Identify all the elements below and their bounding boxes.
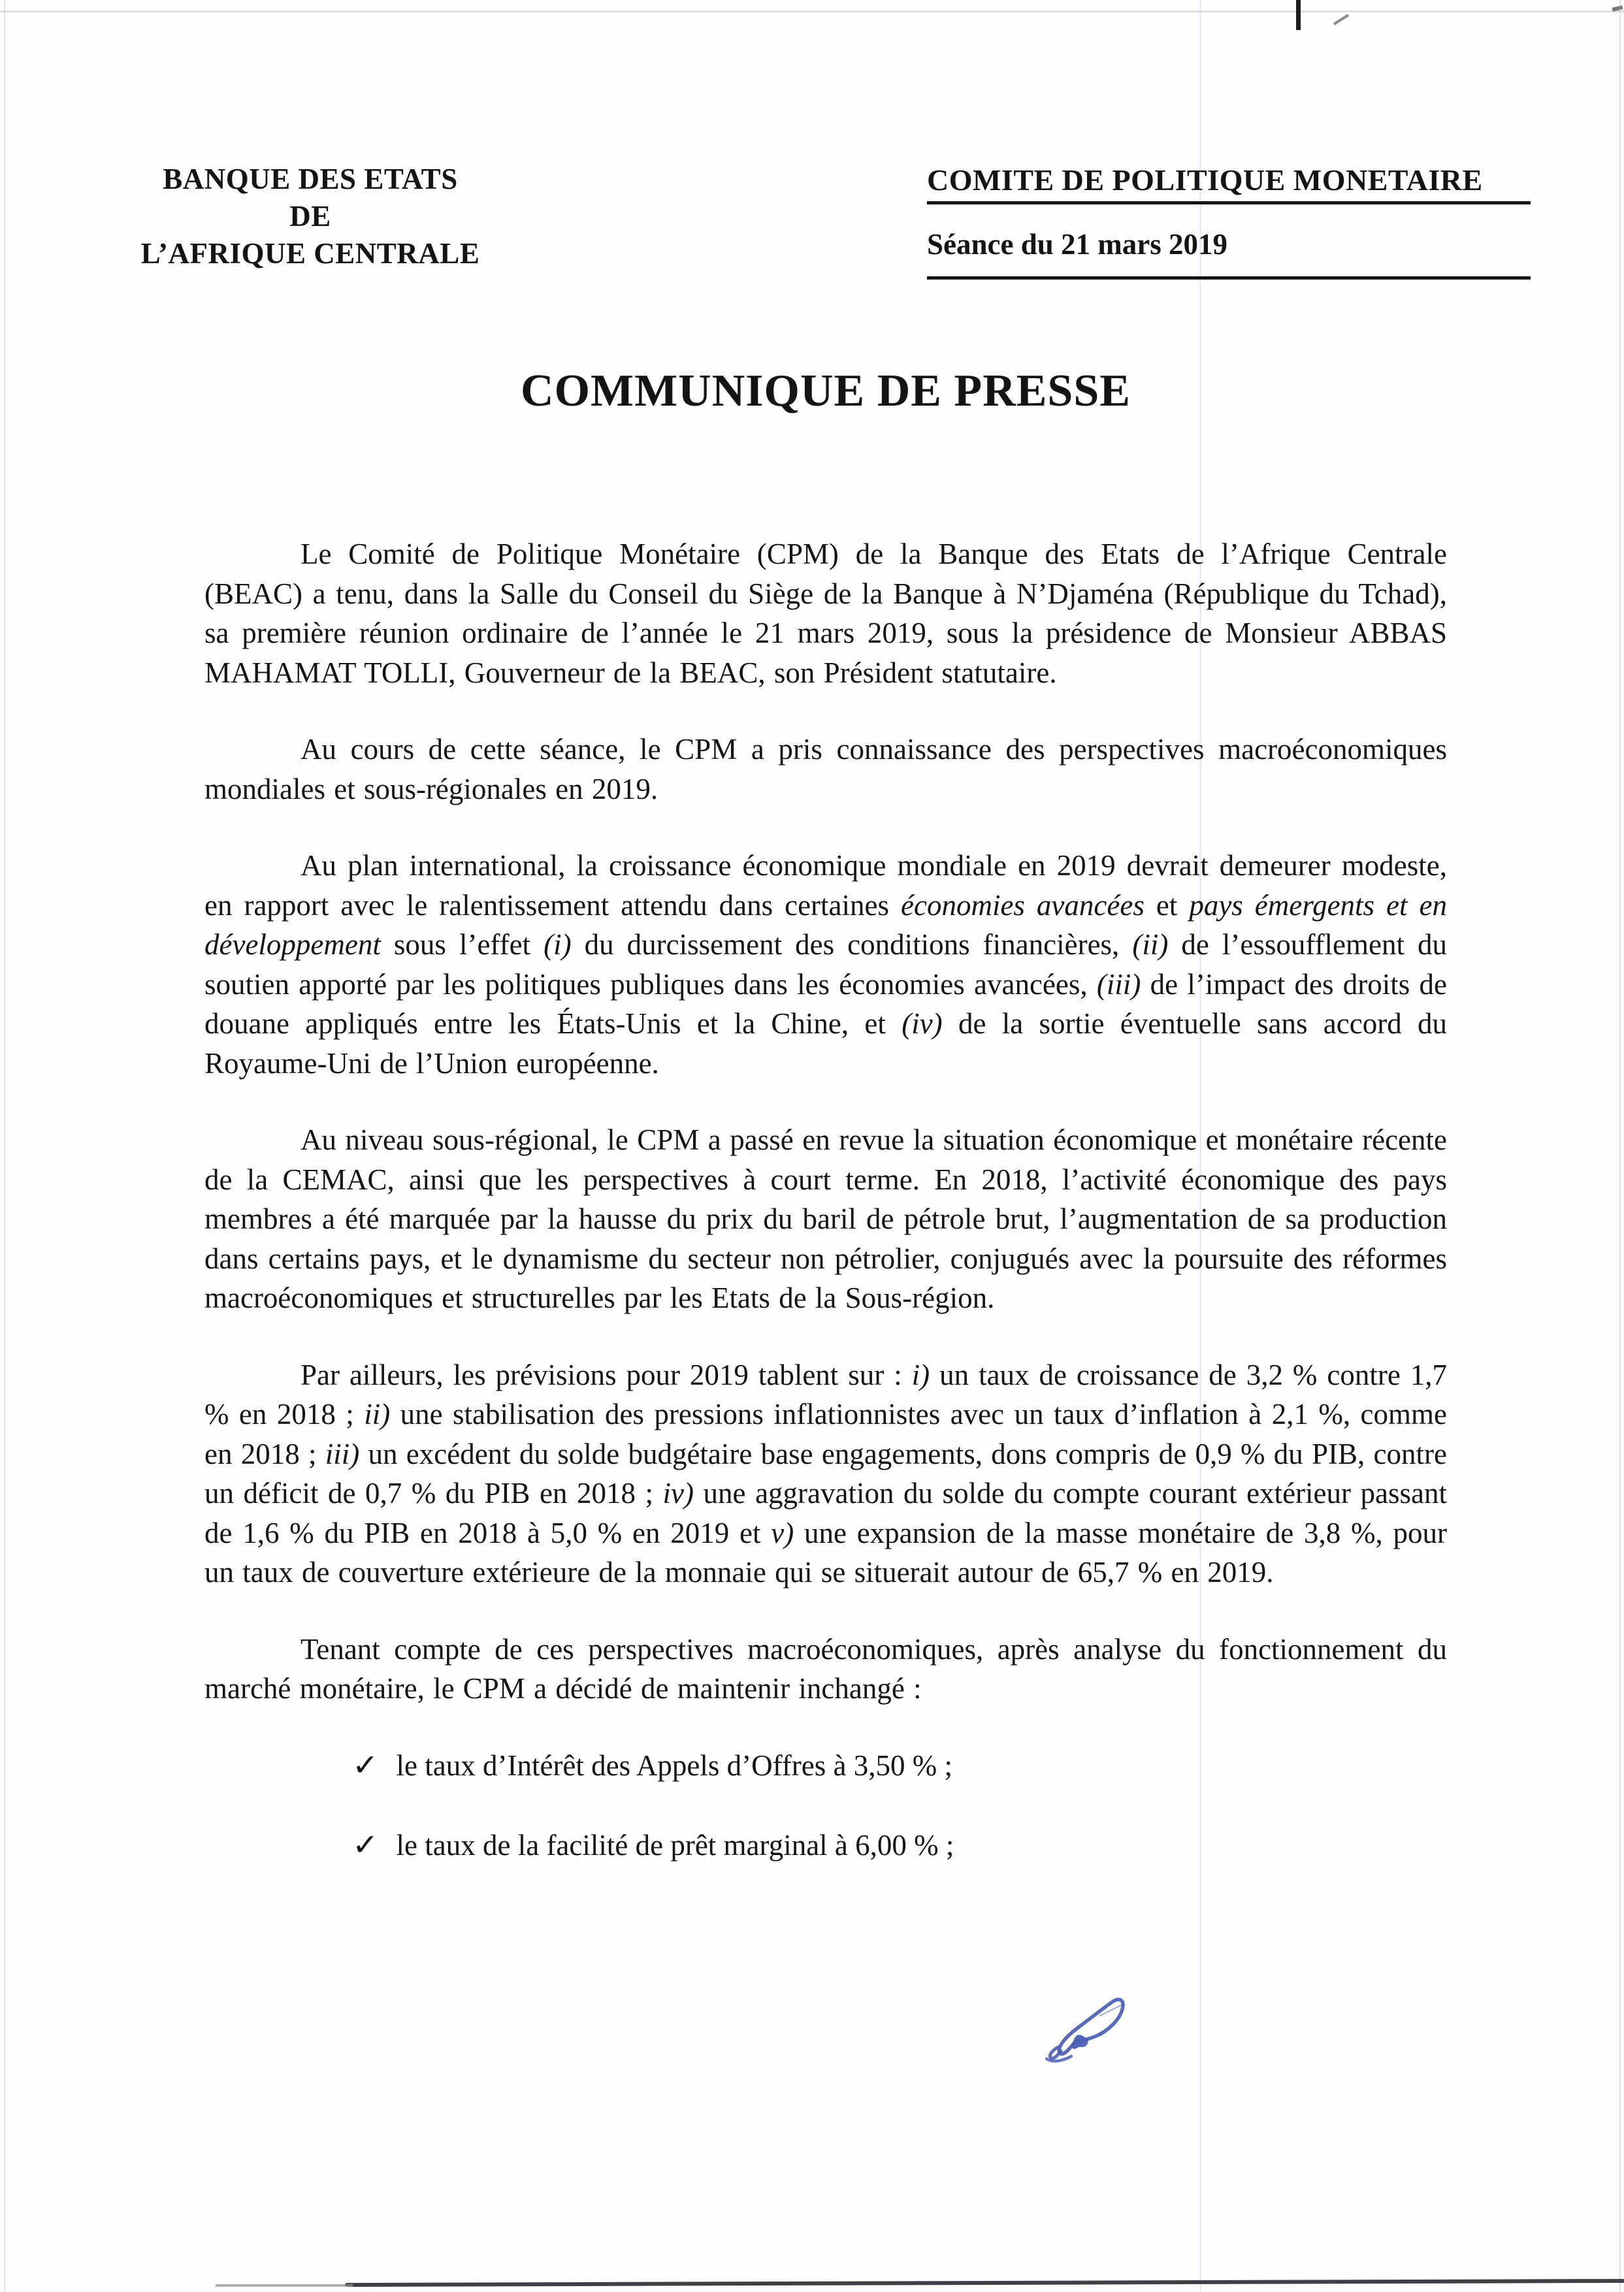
body-paragraphs xyxy=(204,534,1447,1905)
committee-title: COMITE DE POLITIQUE MONETAIRE xyxy=(927,163,1531,204)
text-run: un excédent du solde budgétaire base engagements, dons compris de 0,9 % du PIB, contre un déficit de 0,7 % du PIB en 2018 ; xyxy=(204,1437,1447,1509)
scan-artifact-bottom-edge xyxy=(345,2279,1624,2287)
paragraph xyxy=(204,534,1447,692)
text-run: et xyxy=(1144,888,1190,922)
text-run: Au plan international, la croissance économique mondiale en 2019 devrait demeurer modeste, en rapport avec le ralentissement attendu dans certaines xyxy=(204,849,1447,922)
italic-run: v) xyxy=(771,1516,794,1549)
issuer-line-3: L’AFRIQUE CENTRALE xyxy=(140,237,480,270)
issuer-line-2: DE xyxy=(289,200,331,233)
issuer-line-1: BANQUE DES ETATS xyxy=(163,163,458,195)
italic-run: pays émergents et en développement xyxy=(204,888,1447,961)
signature-ink xyxy=(1037,1982,1148,2080)
scan-artifact-left-edge xyxy=(4,0,5,2292)
paragraph xyxy=(204,1120,1447,1318)
paragraph xyxy=(204,1630,1447,1709)
scan-artifact-top-dash xyxy=(1333,14,1349,25)
session-date: Séance du 21 mars 2019 xyxy=(927,228,1227,261)
italic-run: iv) xyxy=(662,1477,694,1509)
header-rule xyxy=(927,276,1531,280)
text-run: une aggravation du solde du compte courant extérieur passant de 1,6 % du PIB en 2018 à 5,0 % en 2019 et xyxy=(204,1477,1447,1549)
italic-run: (iii) xyxy=(1096,967,1141,1001)
decision-text: le taux de la facilité de prêt marginal à 6,00 % ; xyxy=(396,1828,954,1862)
decision-text: le taux d’Intérêt des Appels d’Offres à 3,50 % ; xyxy=(396,1749,952,1782)
text-run: Le Comité de Politique Monétaire (CPM) de la Banque des Etats de l’Afrique Centrale (BEAC) a tenu, dans la Salle du Conseil du Siège de la Banque à N’Djaména (République du Tchad), sa première réunion ordinaire de l’année le 21 mars 2019, sous la présidence de Monsieur ABBAS MAHAMAT TOLLI, Gouverneur de la BEAC, son Président statutaire. xyxy=(204,538,1447,689)
text-run: Par ailleurs, les prévisions pour 2019 tablent sur : xyxy=(300,1358,912,1391)
italic-run: iii) xyxy=(325,1437,360,1470)
text-run: un taux de croissance de 3,2 % contre 1,7 % en 2018 ; xyxy=(204,1358,1447,1430)
italic-run: ii) xyxy=(364,1398,391,1430)
scan-artifact-top-edge xyxy=(0,10,1624,12)
scan-artifact-top-tick xyxy=(1296,0,1301,30)
italic-run: i) xyxy=(911,1358,930,1391)
italic-run: économies avancées xyxy=(901,888,1145,922)
text-run: une expansion de la masse monétaire de 3,8 %, pour un taux de couverture extérieure de la monnaie qui se situerait autour de 65,7 % en 2019. xyxy=(204,1516,1447,1589)
committee-block xyxy=(927,163,1531,280)
decision-item xyxy=(204,1746,1447,1785)
page-title: COMMUNIQUE DE PRESSE xyxy=(521,366,1131,416)
text-run: Tenant compte de ces perspectives macroéconomiques, après analyse du fonctionnement du marché monétaire, le CPM a décidé de maintenir inchangé : xyxy=(204,1632,1447,1705)
decision-list xyxy=(204,1746,1447,1865)
italic-run: (i) xyxy=(544,928,572,961)
scan-artifact-right-edge xyxy=(1619,0,1621,2292)
checkmark-icon: ✓ xyxy=(352,1828,379,1862)
text-run: Au niveau sous-régional, le CPM a passé en revue la situation économique et monétaire récente de la CEMAC, ainsi que les perspectives à court terme. En 2018, l’activité économique des pays membres a été marquée par la hausse du prix du baril de pétrole brut, l’augmentation de sa production dans certains pays, et le dynamisme du secteur non pétrolier, conjugués avec la poursuite des réformes macroéconomiques et structurelles par les Etats de la Sous-région. xyxy=(204,1123,1447,1314)
text-run: du durcissement des conditions financières, xyxy=(571,928,1133,961)
italic-run: (iv) xyxy=(901,1007,943,1040)
text-run: de la sortie éventuelle sans accord du Royaume-Uni de l’Union européenne. xyxy=(204,1007,1447,1080)
text-run: une stabilisation des pressions inflationnistes avec un taux d’inflation à 2,1 %, comme en 2018 ; xyxy=(204,1398,1448,1470)
paragraph xyxy=(204,730,1447,809)
issuer-block xyxy=(127,161,493,272)
checkmark-icon: ✓ xyxy=(352,1748,379,1782)
text-run: Au cours de cette séance, le CPM a pris connaissance des perspectives macroéconomiques mondiales et sous-régionales en 2019. xyxy=(204,733,1447,805)
text-run: de l’essoufflement du soutien apporté par les politiques publiques dans les économies avancées, xyxy=(204,928,1447,1001)
scan-artifact-bottom-edge-short xyxy=(216,2284,353,2287)
paragraph xyxy=(204,846,1447,1083)
text-run: de l’impact des droits de douane appliqués entre les États-Unis et la Chine, et xyxy=(204,967,1447,1040)
text-run: sous l’effet xyxy=(380,928,544,961)
paragraph xyxy=(204,1355,1447,1592)
italic-run: (ii) xyxy=(1132,928,1169,961)
decision-item xyxy=(204,1826,1447,1865)
